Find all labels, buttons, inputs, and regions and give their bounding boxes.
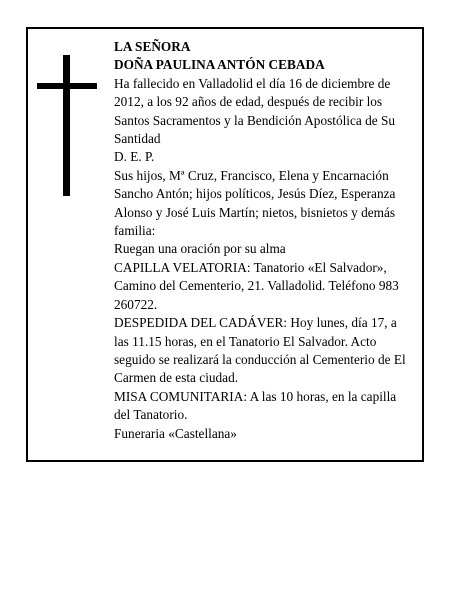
obituary-mass-info: MISA COMUNITARIA: A las 10 horas, en la capilla del Tanatorio. (114, 388, 397, 423)
obituary-deceased-name: DOÑA PAULINA ANTÓN CEBADA (114, 57, 325, 73)
obituary-rip: D. E. P. (114, 149, 155, 165)
obituary-prayer-request: Ruegan una oración por su alma (114, 241, 286, 257)
obituary-death-announcement: Ha fallecido en Valladolid el día 16 de diciembre de 2012, a los 92 años de edad, después de recibir los Santos Sacramentos y la Bendición Apostólica de Su Santidad (114, 75, 396, 147)
obituary-chapel-info: CAPILLA VELATORIA: Tanatorio «El Salvador», Camino del Cementerio, 21. Valladolid. Teléfono 983 260722. (114, 259, 399, 312)
obituary-heading-title: LA SEÑORA (114, 39, 191, 54)
obituary-family-list: Sus hijos, Mª Cruz, Francisco, Elena y Encarnación Sancho Antón; hijos políticos, Jesús Díez, Esperanza Alonso y José Luis Martín; nietos, bisnietos y demás familia: (114, 167, 396, 239)
obituary-farewell-info: DESPEDIDA DEL CADÁVER: Hoy lunes, día 17, a las 11.15 horas, en el Tanatorio El Salvador. Acto seguido se realizará la conducción al Cementerio de El Carmen de esta ciudad. (114, 315, 406, 386)
cross-icon-crossbar (37, 83, 97, 89)
obituary-text-block (114, 38, 414, 443)
obituary-funeral-home: Funeraria «Castellana» (114, 425, 237, 441)
cross-icon (63, 55, 70, 196)
